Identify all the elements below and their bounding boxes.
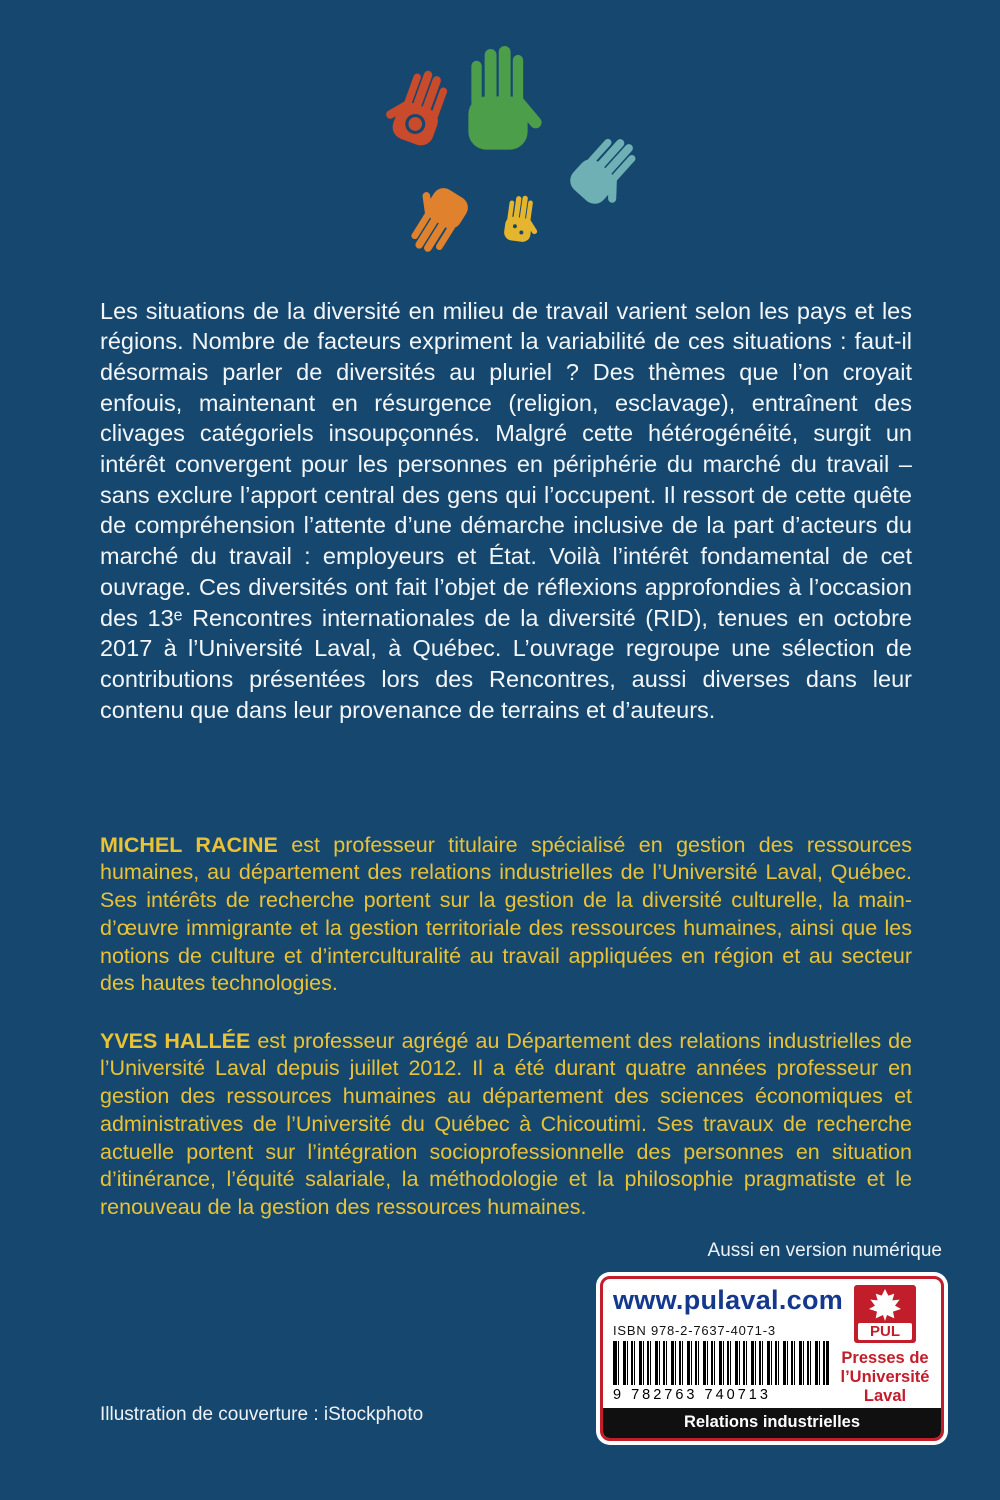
publisher-name [841, 1349, 930, 1406]
author-bio-text: est professeur agrégé au Département des relations industrielles de l’Université Laval depuis juillet 2012. Il a été durant quatre années professeur en gestion des ressources humaines au département des sciences économiques et administratives de l’Université du Québec à Chicoutimi. Ses travaux de recherche actuelle portent sur l’intégration socioprofessionnelle des personnes en situation d’itinérance, l’équité salariale, la méthodologie et la philosophie pragmatiste et le renouveau de la gestion des ressources humaines. [100, 1028, 912, 1220]
author-name: YVES HALLÉE [100, 1028, 251, 1053]
publisher-box [600, 1276, 944, 1441]
pul-acronym: PUL [858, 1323, 912, 1340]
author-bio-yves-hallee [100, 1028, 912, 1223]
cover-credit: Illustration de couverture : iStockphoto [100, 1404, 424, 1425]
publisher-name-line: l’Université [840, 1368, 930, 1386]
hands-illustration [362, 28, 638, 273]
publisher-box-left [613, 1285, 844, 1406]
pul-logo [854, 1285, 916, 1343]
publisher-name-line: Presses de [841, 1349, 929, 1367]
hand-icon-teal [565, 128, 638, 216]
maple-leaf-icon [868, 1289, 902, 1321]
hand-icon-orange [396, 178, 472, 260]
isbn-label: ISBN 978-2-7637-4071-3 [613, 1323, 776, 1338]
series-label: Relations industrielles [603, 1408, 941, 1438]
barcode-digits: 9 782763 740713 [613, 1387, 771, 1403]
hand-icon-red [378, 62, 454, 149]
publisher-box-main [603, 1279, 941, 1408]
author-name: MICHEL RACINE [100, 832, 278, 857]
author-bio-michel-racine [100, 832, 912, 999]
author-bio-text: est professeur titulaire spécialisé en gestion des ressources humaines, au département des relations industrielles de l’Université Laval, Québec. Ses intérêts de recherche portent sur la gestion de la diversité culturelle, la main-d’œuvre immigrante et la gestion territoriale des ressources humaines, ainsi que les notions de culture et d’interculturalité au travail appliquées en région et au secteur des hautes technologies. [100, 832, 912, 996]
hand-icon-green [468, 46, 544, 150]
hands-illustration-svg [362, 28, 638, 268]
digital-edition-note: Aussi en version numérique [707, 1240, 942, 1261]
barcode [613, 1341, 829, 1385]
publisher-box-right [837, 1285, 933, 1406]
hand-icon-yellow [503, 193, 543, 243]
publisher-website: www.pulaval.com [613, 1285, 844, 1315]
publisher-name-line: Laval [863, 1387, 907, 1405]
synopsis-text: Les situations de la diversité en milieu de travail varient selon les pays et les régions. Nombre de facteurs expriment la variabilité de ces situations : faut-il désormais parler de diversités au pluriel ? Des thèmes que l’on croyait enfouis, maintenant en résurgence (religion, esclavage), entraînent des clivages catégoriels insoupçonnés. Malgré cette hétérogénéité, surgit un intérêt convergent pour les personnes en périphérie du marché du travail – sans exclure l’apport central des gens qui l’occupent. Il ressort de cette quête de compréhension l’attente d’une démarche inclusive de la part d’acteurs du marché du travail : employeurs et État. Voilà l’intérêt fondamental de cet ouvrage. Ces diversités ont fait l’objet de réflexions approfondies à l’occasion des 13ᵉ Rencontres internationales de la diversité (RID), tenues en octobre 2017 à l’Université Laval, à Québec. L’ouvrage regroupe une sélection de contributions présentées lors des Rencontres, aussi diverses dans leur contenu que dans leur provenance de terrains et d’auteurs. [100, 297, 912, 723]
